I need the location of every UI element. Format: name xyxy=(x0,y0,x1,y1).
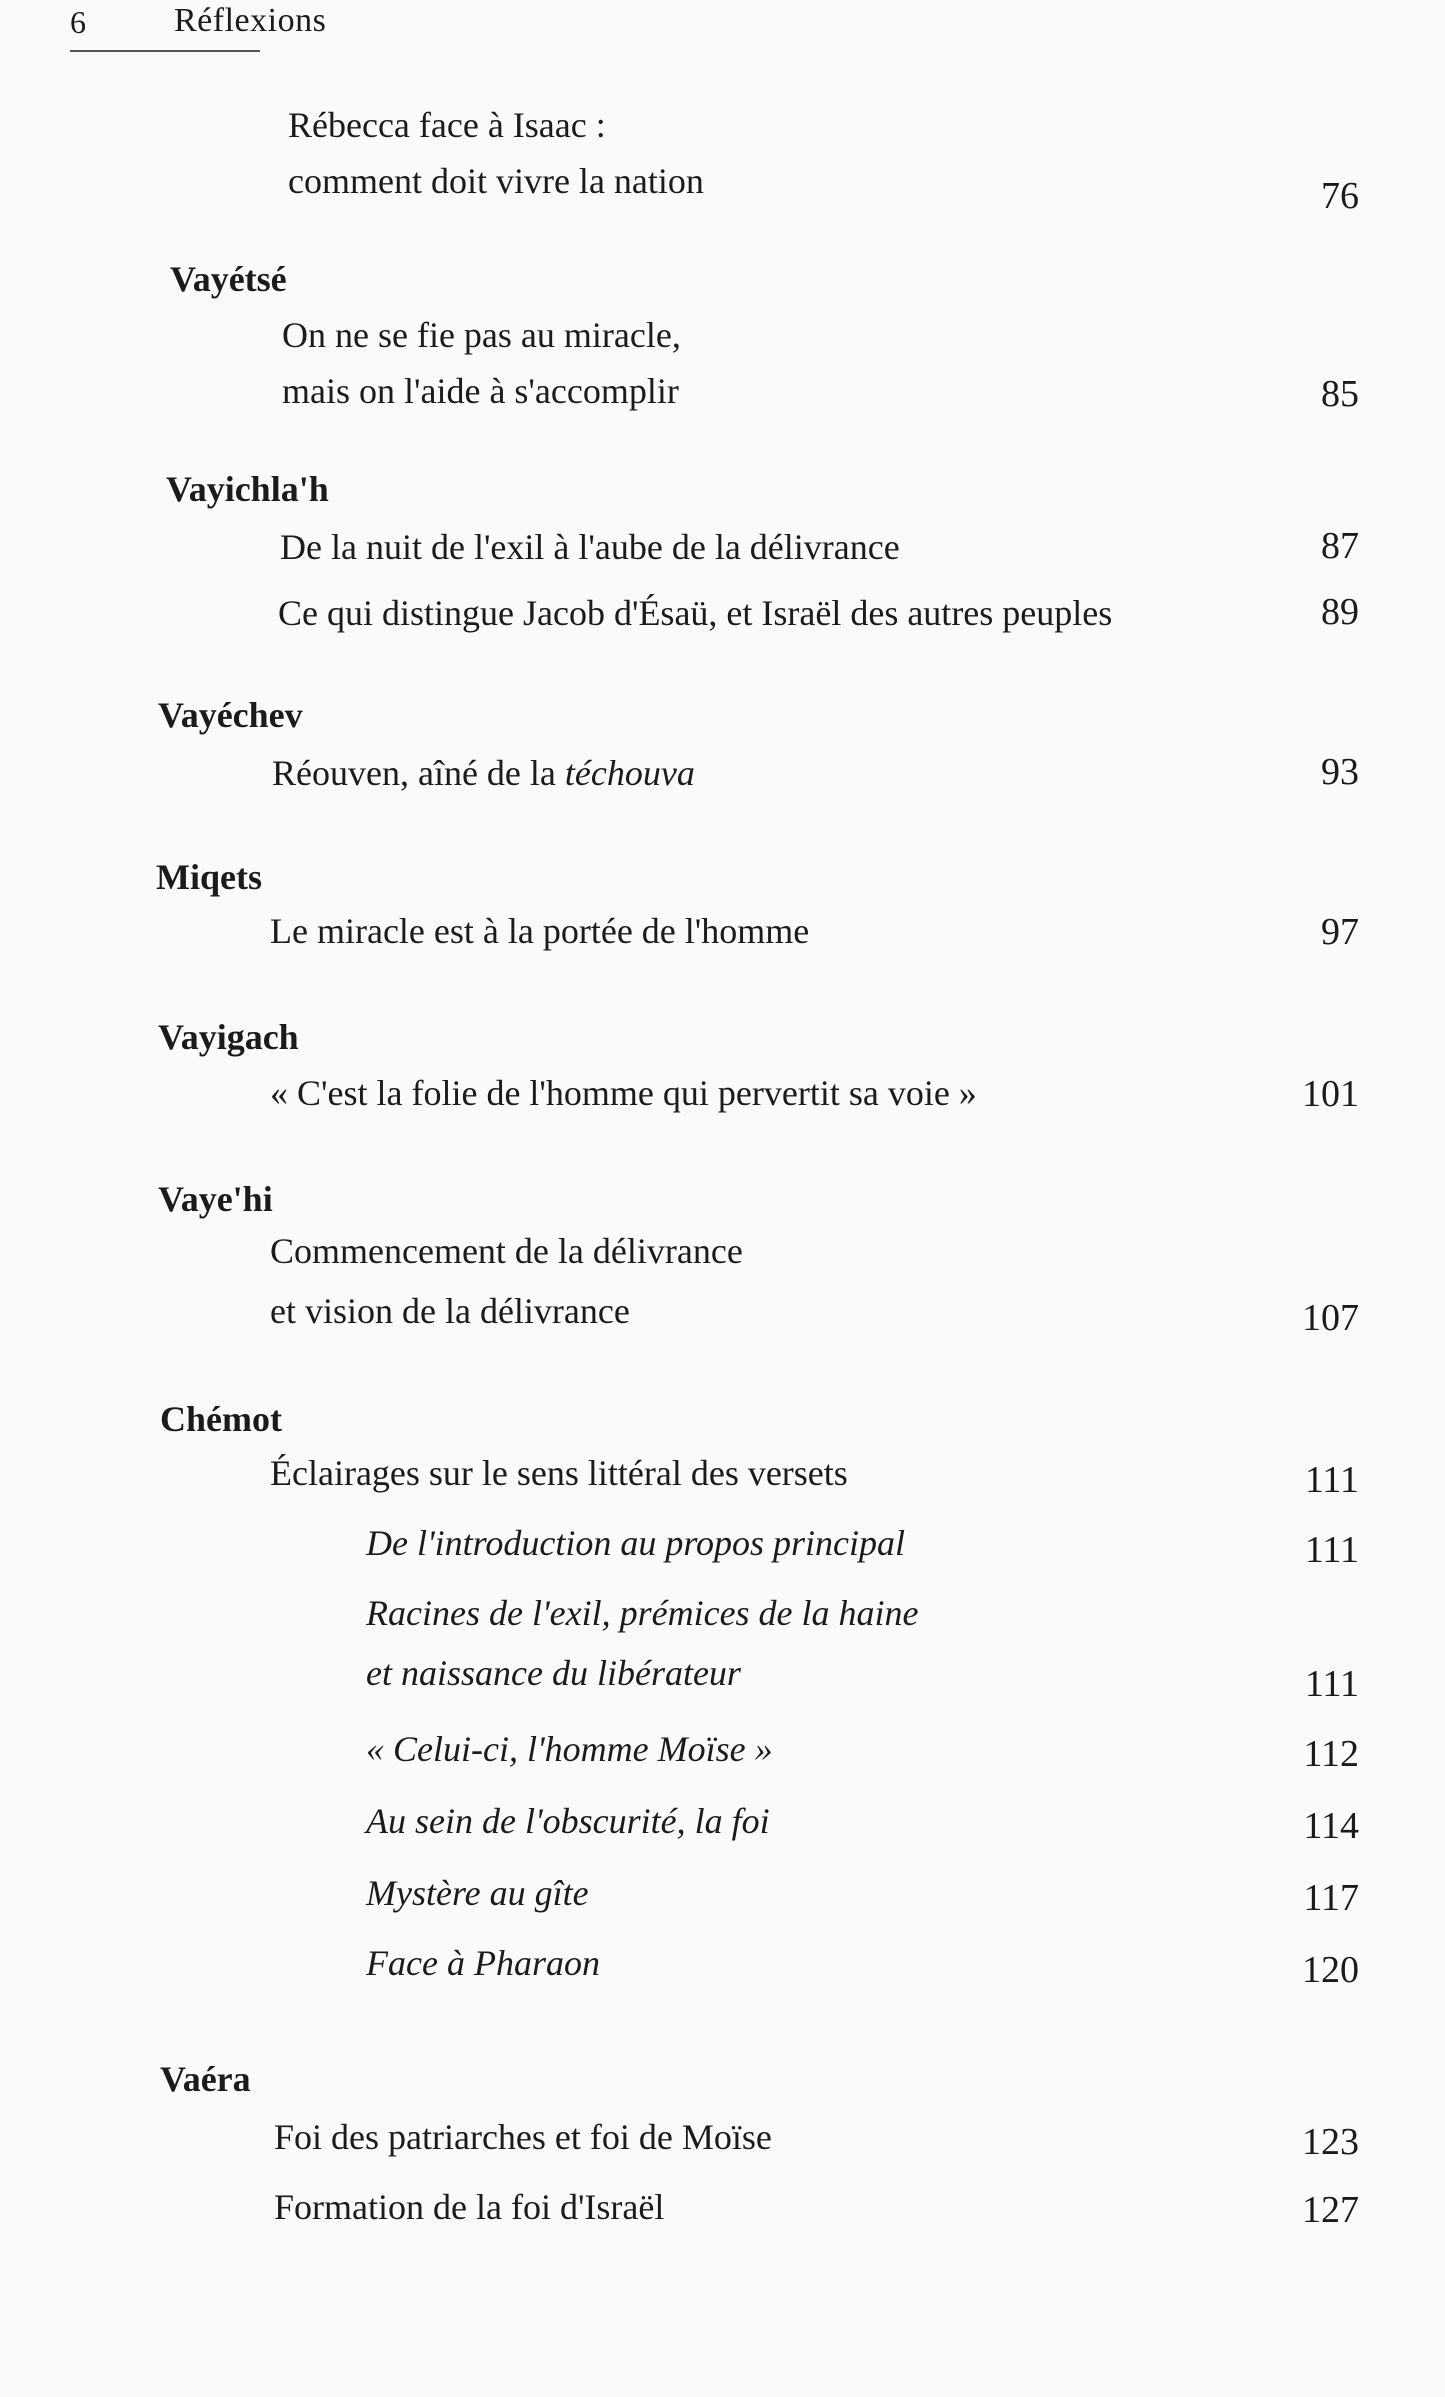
toc-page-number: 112 xyxy=(1303,1733,1359,1775)
toc-entry-line: comment doit vivre la nation xyxy=(288,161,704,201)
toc-subentry-line: Au sein de l'obscurité, la foi xyxy=(366,1801,770,1841)
running-header xyxy=(70,0,327,60)
toc-entry-line: De la nuit de l'exil à l'aube de la délivrance xyxy=(280,527,900,567)
toc-section-heading: Miqets xyxy=(156,857,262,897)
toc-page-number: 127 xyxy=(1302,2189,1359,2231)
toc-section-heading: Vayéchev xyxy=(158,695,303,735)
toc-subentry-line: De l'introduction au propos principal xyxy=(366,1523,906,1563)
toc-entry-line: Foi des patriarches et foi de Moïse xyxy=(274,2117,772,2157)
toc-subentry-line: Face à Pharaon xyxy=(366,1943,600,1983)
toc-subentry-line: et naissance du libérateur xyxy=(366,1653,741,1693)
header-rule xyxy=(70,50,260,52)
toc-page-number: 111 xyxy=(1304,1529,1359,1571)
toc-section-heading: Vayétsé xyxy=(170,259,287,299)
toc-page-number: 87 xyxy=(1321,525,1359,567)
toc-entry-line: et vision de la délivrance xyxy=(270,1291,630,1331)
toc-entry-line: Le miracle est à la portée de l'homme xyxy=(270,911,810,951)
toc-section-heading: Chémot xyxy=(160,1399,282,1439)
toc-entry-line: « C'est la folie de l'homme qui pervertit sa voie » xyxy=(270,1073,977,1113)
toc-page-number: 76 xyxy=(1321,175,1359,217)
toc-page-number: 97 xyxy=(1321,911,1359,953)
toc-page-number: 101 xyxy=(1302,1073,1359,1115)
toc-entry-line xyxy=(272,752,695,794)
toc-page-number: 120 xyxy=(1302,1949,1359,1991)
toc-page-number: 111 xyxy=(1304,1663,1359,1705)
toc-section-heading: Vaéra xyxy=(160,2059,251,2099)
toc-entry-line: Formation de la foi d'Israël xyxy=(274,2187,665,2227)
toc-entry-line: Commencement de la délivrance xyxy=(270,1231,743,1271)
toc-section-heading: Vaye'hi xyxy=(158,1179,273,1219)
toc-entry-line: Éclairages sur le sens littéral des versets xyxy=(270,1453,848,1493)
toc-page-number: 107 xyxy=(1302,1297,1359,1339)
toc-page-number: 111 xyxy=(1304,1459,1359,1501)
toc-section-heading: Vayigach xyxy=(158,1017,299,1057)
toc-page-number: 93 xyxy=(1321,751,1359,793)
toc-subentry-line: Racines de l'exil, prémices de la haine xyxy=(366,1593,919,1633)
toc-entry-line: mais on l'aide à s'accomplir xyxy=(282,371,679,411)
toc-page-number: 114 xyxy=(1303,1805,1359,1847)
toc-entry-text: Réouven, aîné de la xyxy=(272,753,565,793)
toc-page-number: 85 xyxy=(1321,373,1359,415)
toc-page-number: 123 xyxy=(1302,2121,1359,2163)
toc-page-number: 89 xyxy=(1321,591,1359,633)
toc-section-heading: Vayichla'h xyxy=(166,469,329,509)
toc-entry-line: Rébecca face à Isaac : xyxy=(288,105,606,145)
running-title: Réflexions xyxy=(174,2,327,39)
toc-page-number: 117 xyxy=(1303,1877,1359,1919)
toc-entry-line: Ce qui distingue Jacob d'Ésaü, et Israël des autres peuples xyxy=(278,593,1113,633)
toc-subentry-line: « Celui-ci, l'homme Moïse » xyxy=(366,1729,773,1769)
toc-entry-line: On ne se fie pas au miracle, xyxy=(282,315,681,355)
toc-subentry-line: Mystère au gîte xyxy=(366,1873,589,1913)
toc-entry-italic-term: téchouva xyxy=(564,753,695,793)
page-number: 6 xyxy=(70,4,86,40)
